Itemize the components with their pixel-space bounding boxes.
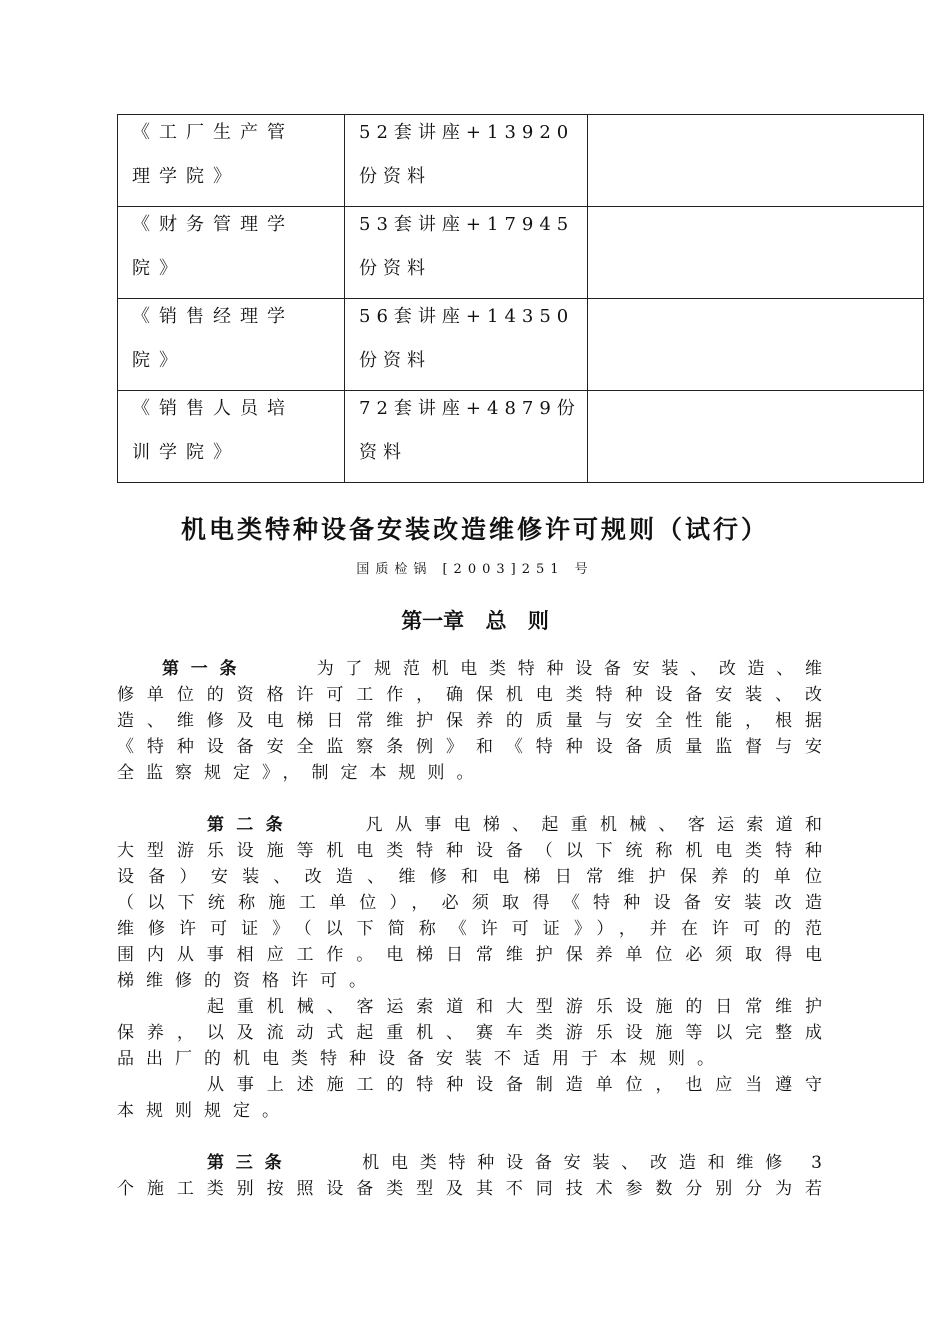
table-row	[118, 391, 924, 483]
cell-line: 份资料	[359, 166, 431, 187]
cell-line: 理学院》	[132, 166, 240, 187]
article-line: 设备）安装、改造、维修和电梯日常维护保养的单位	[117, 867, 823, 887]
article-text: 机电类特种设备安装、改造和维修 3	[362, 1153, 823, 1173]
chapter-heading	[0, 605, 950, 635]
cell-line: 训学院》	[132, 442, 240, 463]
cell-line: 52套讲座+13920	[359, 122, 575, 143]
table-cell-name	[118, 391, 345, 483]
article-line: 《特种设备安全监察条例》和《特种设备质量监督与安	[117, 737, 823, 757]
article-2-line-1	[117, 812, 823, 838]
document-number: 国质检锅 [2003]251 号	[356, 562, 594, 577]
cell-line: 份资料	[359, 258, 431, 279]
paragraph-gap	[117, 1124, 823, 1150]
article-line: 起重机械、客运索道和大型游乐设施的日常维护	[207, 997, 823, 1017]
cell-line: 份资料	[359, 350, 431, 371]
table-cell-empty	[588, 115, 924, 207]
document-title: 机电类特种设备安装改造维修许可规则（试行）	[180, 515, 769, 544]
chapter-number: 第一章	[401, 609, 465, 633]
cell-line: 56套讲座+14350	[359, 306, 575, 327]
article-line: 本规则规定。	[117, 1101, 291, 1121]
table-row	[118, 115, 924, 207]
article-text: 凡从事电梯、起重机械、客运索道和	[365, 815, 823, 835]
article-line: 造、维修及电梯日常维护保养的质量与安全性能，根据	[117, 711, 823, 731]
cell-line: 《工厂生产管	[132, 122, 294, 143]
cell-line: 《销售经理学	[132, 306, 294, 327]
cell-line: 院》	[132, 350, 186, 371]
cell-line: 院》	[132, 258, 186, 279]
article-1-line-1	[117, 656, 823, 682]
chapter-word-2: 则	[527, 609, 549, 633]
table-row	[118, 299, 924, 391]
article-line: （以下统称施工单位），必须取得《特种设备安装改造	[117, 893, 823, 913]
table-cell-empty	[588, 391, 924, 483]
article-line: 个施工类别按照设备类型及其不同技术参数分别分为若	[117, 1179, 823, 1199]
table-row	[118, 207, 924, 299]
article-line: 维修许可证》（以下简称《许可证》），并在许可的范	[117, 919, 823, 939]
article-3-label: 第三条	[207, 1153, 294, 1173]
chapter-word-1: 总	[485, 609, 507, 633]
article-text: 为了规范机电类特种设备安装、改造、维	[316, 659, 823, 679]
article-1-label: 第一条	[162, 659, 249, 679]
article-3-line-1	[117, 1150, 823, 1176]
article-line: 大型游乐设施等机电类特种设备（以下统称机电类特种	[117, 841, 823, 861]
table-cell-content	[345, 115, 588, 207]
table-cell-empty	[588, 207, 924, 299]
cell-line: 资料	[359, 442, 407, 463]
resource-table	[117, 114, 924, 483]
paragraph-gap	[117, 786, 823, 812]
table-cell-name	[118, 207, 345, 299]
article-line: 保养，以及流动式起重机、赛车类游乐设施等以完整成	[117, 1023, 823, 1043]
article-line: 品出厂的机电类特种设备安装不适用于本规则。	[117, 1049, 726, 1069]
cell-line: 《销售人员培	[132, 398, 294, 419]
table-cell-name	[118, 115, 345, 207]
article-body	[117, 656, 823, 1202]
table-cell-content	[345, 299, 588, 391]
cell-line: 53套讲座+17945	[359, 214, 575, 235]
cell-line: 72套讲座+4879份	[359, 398, 581, 419]
table-cell-name	[118, 299, 345, 391]
article-2-label: 第二条	[207, 815, 295, 835]
article-line: 全监察规定》，制定本规则。	[117, 763, 486, 783]
article-line: 从事上述施工的特种设备制造单位，也应当遵守	[207, 1075, 823, 1095]
table-cell-empty	[588, 299, 924, 391]
article-line: 围内从事相应工作。电梯日常维护保养单位必须取得电	[117, 945, 823, 965]
table-cell-content	[345, 207, 588, 299]
article-line: 修单位的资格许可工作，确保机电类特种设备安装、改	[117, 685, 823, 705]
cell-line: 《财务管理学	[132, 214, 294, 235]
article-line: 梯维修的资格许可。	[117, 971, 378, 991]
table-cell-content	[345, 391, 588, 483]
